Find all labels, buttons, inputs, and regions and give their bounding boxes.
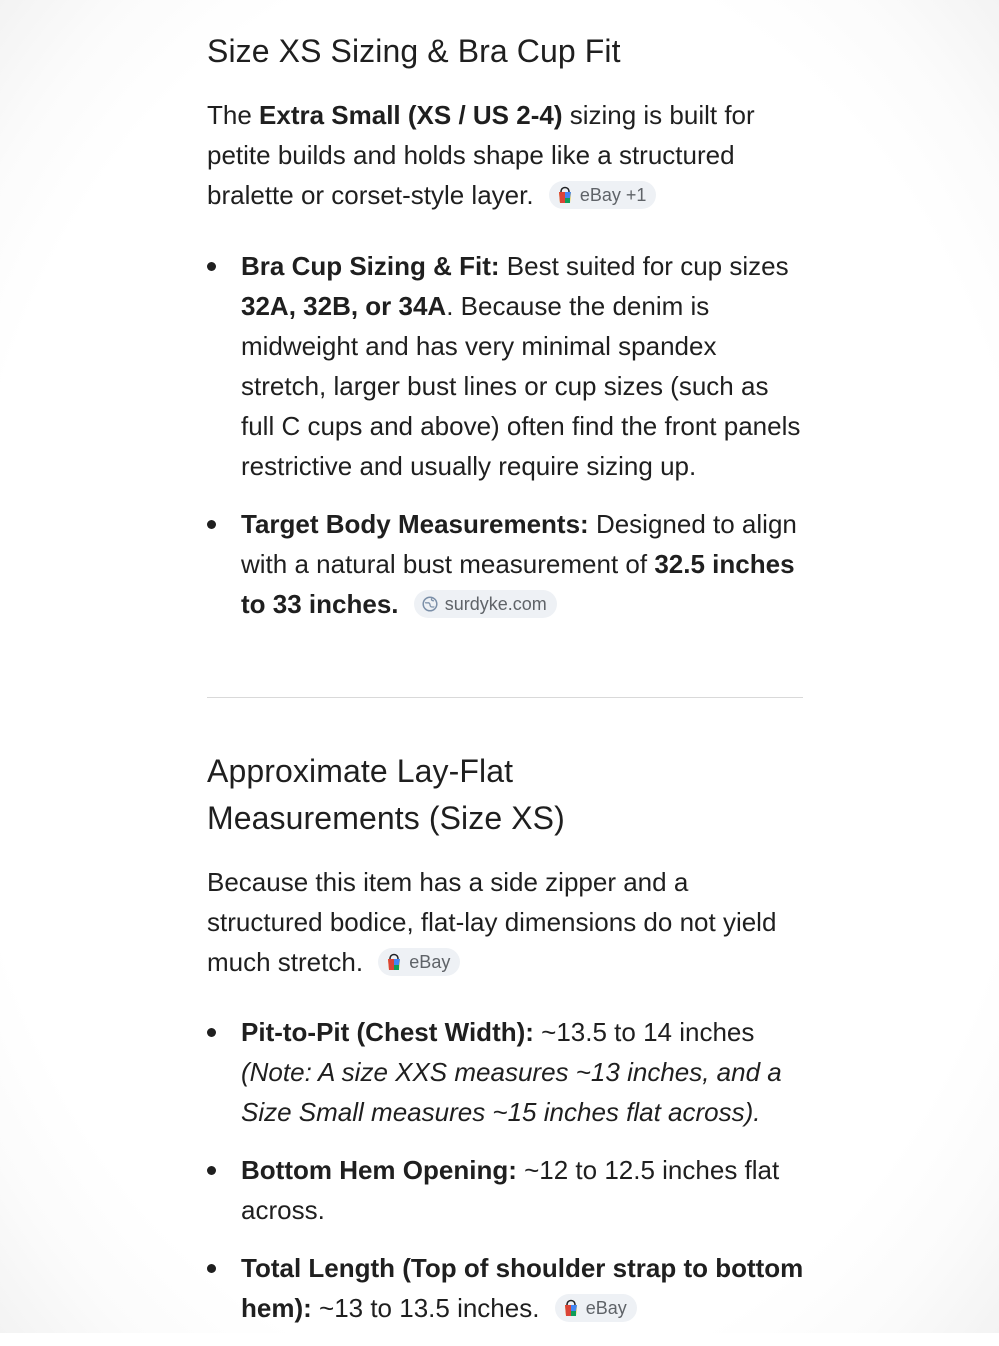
- measurement-bullet-list: [207, 1012, 807, 1328]
- bullet-icon: [207, 1028, 216, 1037]
- bullet-icon: [207, 262, 216, 271]
- bra-cup-sizes: 32A, 32B, or 34A: [241, 291, 447, 321]
- section-size-xs-fit: [207, 28, 807, 624]
- source-chip-surdyke[interactable]: [414, 590, 557, 618]
- bullet-label: Bra Cup Sizing & Fit:: [241, 251, 500, 281]
- fit-bullet-list: [207, 246, 807, 624]
- size-note: (Note: A size XXS measures ~13 inches, and a Size Small measures ~15 inches flat across).: [241, 1057, 782, 1127]
- source-chip-label: eBay +1: [579, 185, 647, 206]
- source-chip-ebay[interactable]: [378, 948, 460, 976]
- section-title: Size XS Sizing & Bra Cup Fit: [207, 33, 621, 69]
- list-item-total-length: [207, 1248, 807, 1328]
- list-item-body-measurements: [207, 504, 807, 624]
- list-item-pit-to-pit: [207, 1012, 807, 1132]
- bullet-text: ~12 to 12.5 inches flat across.: [241, 1155, 780, 1225]
- source-chip-label: eBay: [585, 1298, 627, 1319]
- section-divider: [207, 697, 803, 698]
- section-lay-flat-measurements: [207, 748, 807, 1346]
- bullet-label: Bottom Hem Opening:: [241, 1155, 517, 1185]
- section-title: Approximate Lay-Flat Measurements (Size XS): [207, 753, 565, 836]
- bullet-icon: [207, 1264, 216, 1273]
- shopping-bag-icon: [385, 953, 403, 971]
- intro-suffix: sizing is built for petite builds and holds shape like a structured bralette or corset-style layer.: [207, 100, 755, 210]
- intro-text: Because this item has a side zipper and a structured bodice, flat-lay dimensions do not yield much stretch.: [207, 867, 777, 977]
- bullet-text: . Because the denim is midweight and has very minimal spandex stretch, larger bust lines or cup sizes (such as full C cups and above) often find the front panels restrictive and usually require sizing up.: [241, 291, 801, 481]
- bullet-icon: [207, 1166, 216, 1175]
- source-chip-ebay-plus-one[interactable]: [549, 181, 657, 209]
- bullet-text: ~13 to 13.5 inches.: [311, 1293, 540, 1323]
- shopping-bag-icon: [556, 186, 574, 204]
- bullet-text: Designed to align with a natural bust measurement of: [241, 509, 797, 579]
- bust-measurement: 32.5 inches to 33 inches.: [241, 549, 795, 619]
- source-chip-ebay[interactable]: [555, 1294, 637, 1322]
- shopping-bag-icon: [562, 1299, 580, 1317]
- bullet-label: Pit-to-Pit (Chest Width):: [241, 1017, 534, 1047]
- list-item-bra-cup-fit: [207, 246, 807, 486]
- bullet-label: Target Body Measurements:: [241, 509, 589, 539]
- section-intro: [207, 95, 807, 215]
- intro-strong-size: Extra Small (XS / US 2-4): [259, 100, 563, 130]
- source-chip-label: eBay: [409, 952, 451, 973]
- bullet-text: ~13.5 to 14 inches: [533, 1017, 755, 1047]
- source-chip-label: surdyke.com: [444, 594, 547, 615]
- section-intro: [207, 862, 807, 982]
- bullet-text: Best suited for cup sizes: [499, 251, 789, 281]
- globe-icon: [421, 595, 439, 613]
- intro-prefix: The: [207, 100, 260, 130]
- bullet-label: Total Length (Top of shoulder strap to bottom hem):: [241, 1253, 804, 1323]
- bullet-icon: [207, 520, 216, 529]
- list-item-bottom-hem-opening: [207, 1150, 807, 1230]
